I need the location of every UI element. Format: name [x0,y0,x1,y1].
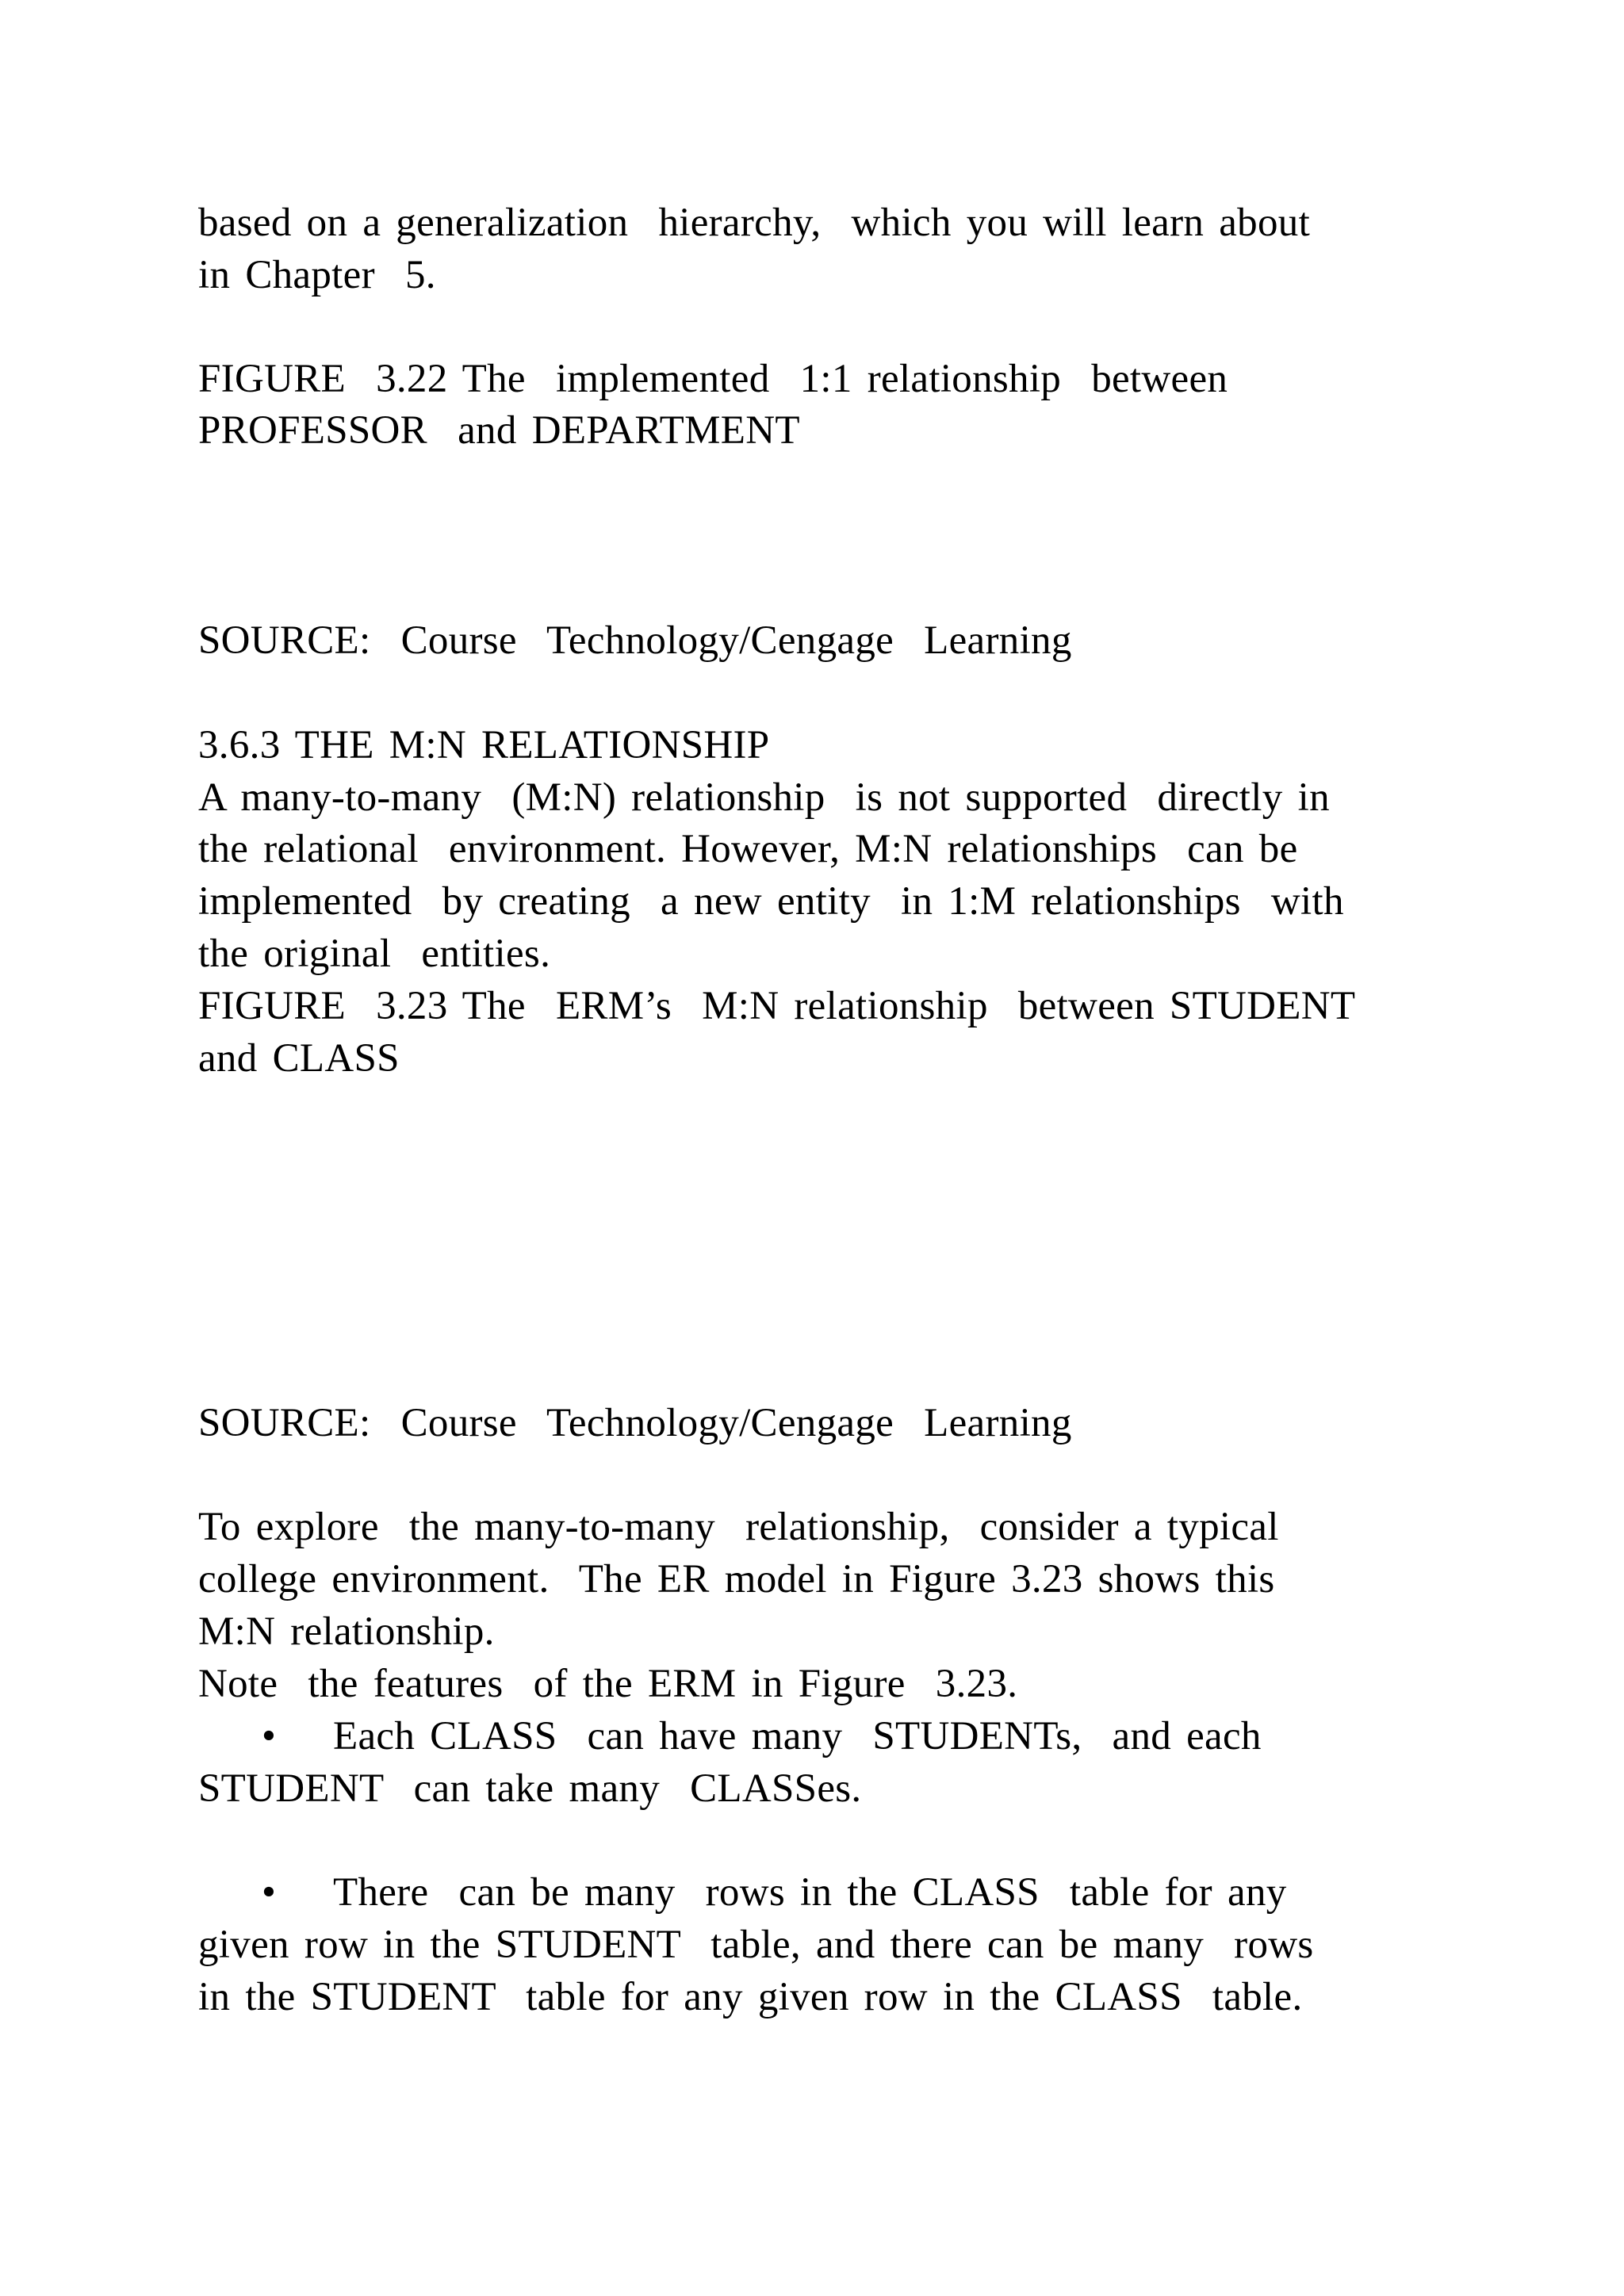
section-line-2: the relational environment. However, M:N relationships can be [198,827,1298,871]
figure-3-23-source: SOURCE: Course Technology/Cengage Learning [198,1401,1072,1445]
bullet-2-line-3: in the STUDENT table for any given row in the CLASS table. [198,1975,1303,2019]
figure-3-22-caption-line-2: PROFESSOR and DEPARTMENT [198,408,800,453]
bullet-1-marker: • [262,1714,276,1758]
figure-3-22-caption-line-1: FIGURE 3.22 The implemented 1:1 relationship between [198,357,1228,401]
section-heading: 3.6.3 THE M:N RELATIONSHIP [198,723,770,767]
explore-line-3: M:N relationship. [198,1609,495,1654]
bullet-1-line-1: Each CLASS can have many STUDENTs, and each [333,1714,1262,1758]
intro-line-2: in Chapter 5. [198,253,436,297]
figure-3-22-source: SOURCE: Course Technology/Cengage Learning [198,618,1072,663]
explore-line-4: Note the features of the ERM in Figure 3.23. [198,1662,1018,1706]
bullet-2-marker: • [262,1870,276,1915]
intro-line-1: based on a generalization hierarchy, which you will learn about [198,201,1311,245]
figure-3-23-caption-line-1: FIGURE 3.23 The ERM’s M:N relationship between STUDENT [198,984,1356,1028]
figure-3-23-caption-line-2: and CLASS [198,1036,400,1081]
explore-line-1: To explore the many-to-many relationship, consider a typical [198,1505,1279,1549]
bullet-2-line-2: given row in the STUDENT table, and there can be many rows [198,1923,1314,1967]
bullet-1-line-2: STUDENT can take many CLASSes. [198,1766,862,1811]
explore-line-2: college environment. The ER model in Figure 3.23 shows this [198,1557,1275,1601]
section-line-1: A many-to-many (M:N) relationship is not supported directly in [198,775,1330,820]
section-line-3: implemented by creating a new entity in 1:M relationships with [198,879,1344,924]
bullet-2-line-1: There can be many rows in the CLASS table for any [333,1870,1287,1915]
section-line-4: the original entities. [198,932,551,976]
